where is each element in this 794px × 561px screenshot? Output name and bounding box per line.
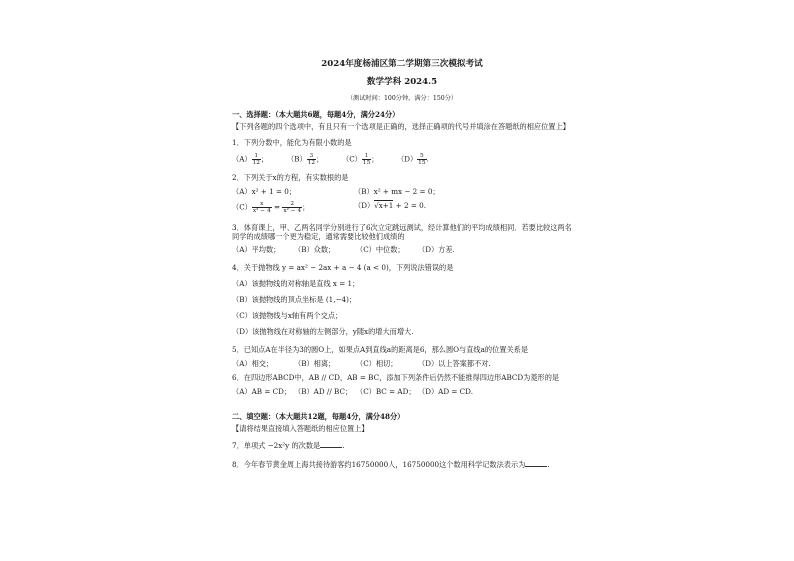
- option-a: （A）该抛物线的对称轴是直线 x = 1；: [232, 279, 360, 288]
- numerator: 2: [282, 201, 302, 208]
- question-8-end: .: [547, 460, 550, 469]
- option-c: （C）相切；: [356, 359, 398, 368]
- option-c: （C）中位数；: [356, 245, 405, 254]
- option-b: （B）AD // BC；: [294, 387, 353, 396]
- question-7-stem: 7．单项式 −2x²y 的次数是: [232, 441, 321, 450]
- option-a: （A）相交；: [232, 359, 274, 368]
- option-b: （B）众数；: [294, 245, 336, 254]
- question-5-options: [232, 359, 572, 368]
- radical: √x+1: [374, 201, 394, 210]
- question-6: 6．在四边形ABCD中，AB // CD，AB = BC，添加下列条件后仍然不能推得四边形ABCD为菱形的是: [232, 373, 560, 382]
- denominator: x² − 4: [283, 208, 302, 214]
- denominator: 12: [252, 160, 260, 166]
- section-fill-instruction: 【请将结果直接填入答题纸的相应位置上】: [232, 424, 369, 433]
- question-5: 5．已知点A在半径为3的圆O上，如果点A到直线a的距离是6，那么圆O与直线a的位置关系是: [232, 345, 529, 354]
- option-c: （C）BC = AD；: [356, 387, 416, 396]
- option-label: （C）: [342, 154, 362, 164]
- exam-page: [232, 58, 572, 469]
- option-tail: .: [426, 154, 429, 164]
- question-2: 2．下列关于x的方程，有实数根的是: [232, 173, 349, 182]
- fraction: [252, 153, 261, 166]
- option-tail: ；: [371, 154, 379, 164]
- answer-blank: [525, 460, 550, 469]
- fraction: [252, 201, 272, 214]
- option-label: （D）: [354, 201, 375, 210]
- question-8-stem: 8．今年春节黄金周上海共接待游客约16750000人，16750000这个数用科学记数法表示为: [232, 460, 526, 469]
- option-c: （C）该抛物线与x轴有两个交点；: [232, 311, 343, 320]
- option-label: （A）: [232, 187, 252, 196]
- question-4-options: [232, 279, 572, 336]
- question-7-end: .: [342, 441, 345, 450]
- question-3: 3．体育课上，甲、乙两名同学分别进行了6次立定跳远测试，经计算他们的平均成绩相同．若要比较这两名同学的成绩哪一个更为稳定，通常需要比较他们成绩的: [232, 223, 572, 241]
- question-7: [232, 441, 572, 450]
- question-2-options: [232, 187, 572, 219]
- option-b: （B）该抛物线的顶点坐标是 (1,−4)；: [232, 295, 357, 304]
- option-d: [397, 153, 452, 166]
- option-tail: + 2 = 0.: [395, 201, 427, 210]
- denominator: 12: [307, 160, 316, 166]
- question-1-options: [232, 153, 572, 166]
- denominator: 15: [418, 160, 426, 166]
- numerator: 3: [307, 153, 316, 160]
- option-d: [354, 201, 476, 214]
- option-tail: ；: [302, 202, 310, 212]
- fraction: [417, 153, 426, 166]
- option-b: （B）相离；: [294, 359, 336, 368]
- option-a: [232, 153, 287, 166]
- fraction: [362, 153, 371, 166]
- denominator: x² − 4: [252, 208, 271, 214]
- denominator: 15: [362, 160, 371, 166]
- equals-sign: =: [274, 202, 281, 212]
- fraction: [307, 153, 316, 166]
- numerator: 1: [362, 153, 371, 160]
- question-6-options: [232, 387, 572, 396]
- question-4: 4．关于抛物线 y = ax² − 2ax + a − 4 (a < 0)，下列说法错误的是: [232, 263, 454, 272]
- option-b: [354, 187, 476, 196]
- option-label: （A）: [232, 154, 252, 164]
- numerator: 1: [252, 153, 261, 160]
- question-3-options: [232, 245, 572, 254]
- option-b: [287, 153, 342, 166]
- option-tail: ；: [260, 154, 269, 164]
- option-d: （D）方差.: [418, 245, 455, 254]
- option-d: （D）AD = CD.: [418, 387, 473, 396]
- option-text: x² + mx − 2 = 0；: [373, 187, 440, 196]
- option-label: （C）: [232, 202, 252, 212]
- exam-info: （测试时间：100分钟，满分：150分）: [346, 95, 458, 102]
- option-tail: ；: [316, 154, 324, 164]
- option-c: [342, 153, 397, 166]
- section-choice-heading: 一、选择题：（本大题共6题，每题4分，满分24分）: [232, 110, 400, 119]
- question-8: [232, 460, 572, 469]
- option-label: （D）: [397, 154, 418, 164]
- option-a: [232, 187, 354, 196]
- numerator: x: [252, 201, 272, 208]
- option-label: （B）: [354, 187, 374, 196]
- option-a: （A）平均数；: [232, 245, 281, 254]
- answer-blank: [320, 441, 345, 450]
- option-d: （D）以上答案都不对.: [418, 359, 491, 368]
- option-d: （D）该抛物线在对称轴的左侧部分，y随x的增大而增大.: [232, 327, 414, 336]
- section-choice-instruction: 【下列各题的四个选项中，有且只有一个选项是正确的，选择正确项的代号并填涂在答题纸的相应位置上】: [232, 122, 570, 131]
- numerator: 5: [417, 153, 426, 160]
- option-a: （A）AB = CD；: [232, 387, 292, 396]
- section-fill-heading: 二、填空题：（本大题共12题，每题4分，满分48分）: [232, 412, 405, 421]
- option-label: （B）: [287, 154, 307, 164]
- question-1: 1．下列分数中，能化为有限小数的是: [232, 138, 352, 147]
- fraction: [282, 201, 302, 214]
- exam-subtitle: 数学学科 2024.5: [366, 77, 438, 87]
- exam-title: 2024年度杨浦区第二学期第三次模拟考试: [321, 59, 483, 69]
- option-text: x² + 1 = 0；: [251, 187, 297, 196]
- option-c: [232, 201, 354, 214]
